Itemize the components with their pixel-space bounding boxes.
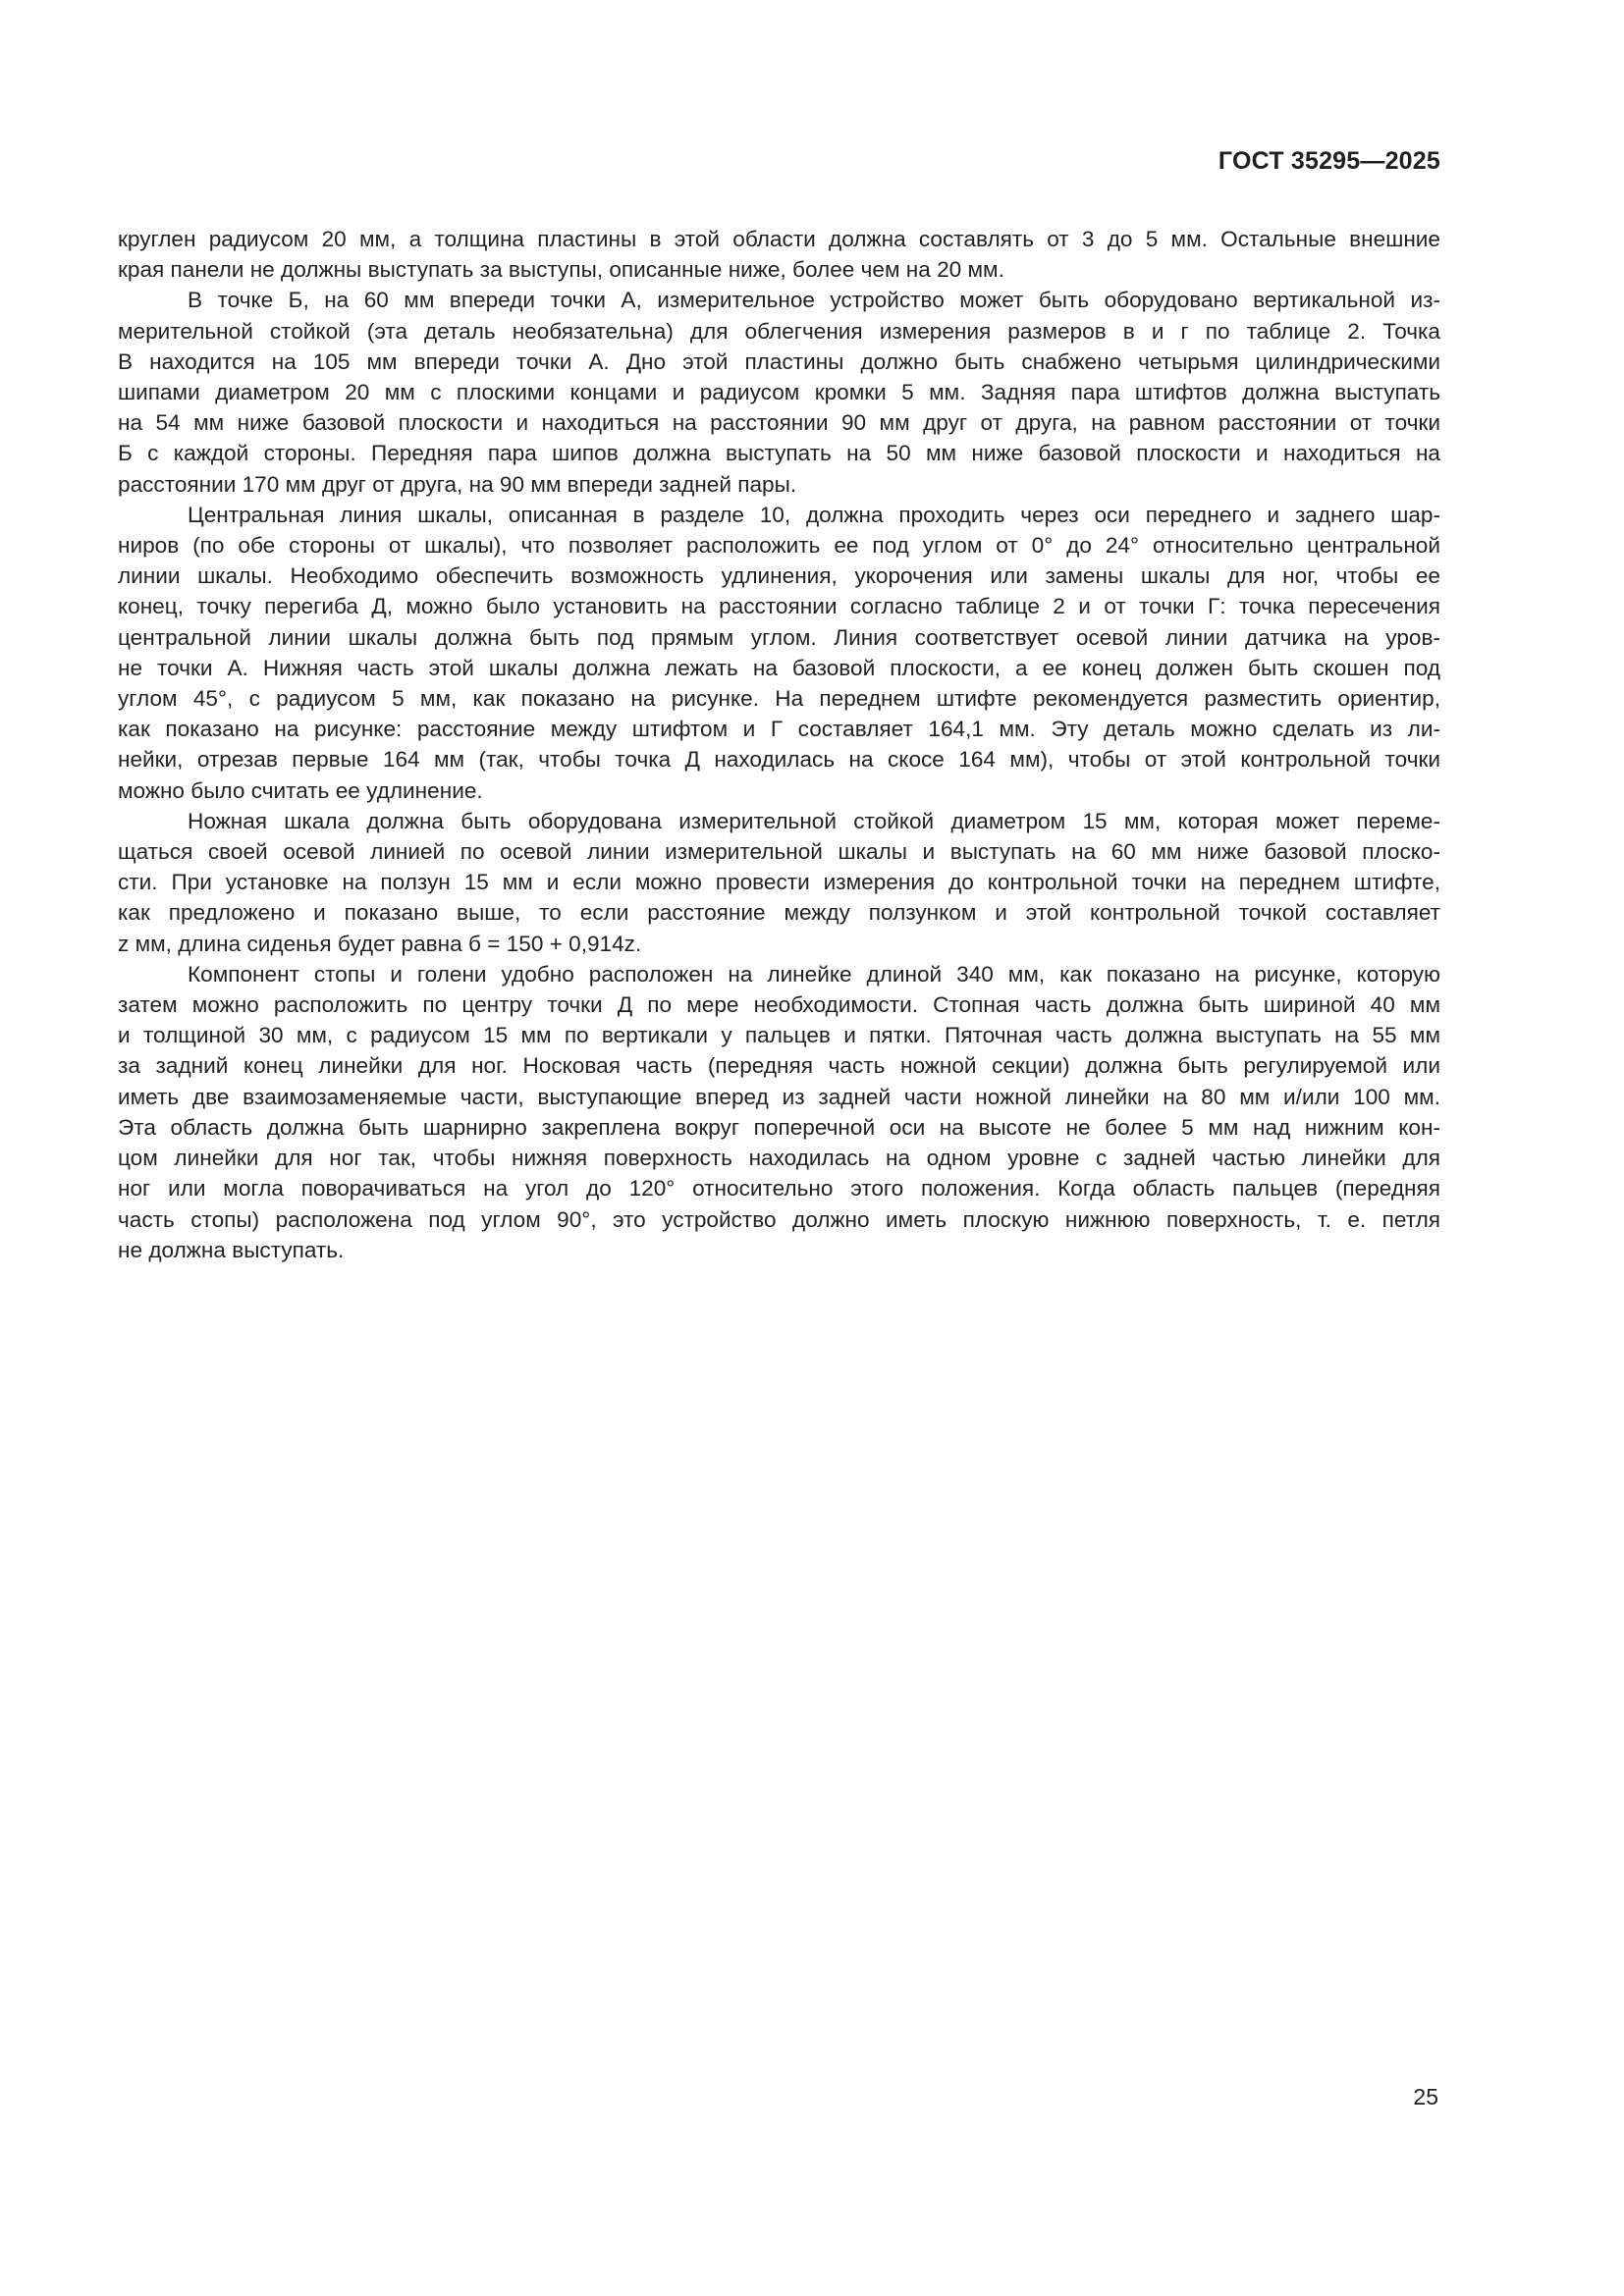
text-line: не должна выступать. — [118, 1237, 345, 1262]
text-line: В точке Б, на 60 мм впереди точки А, измерительное устройство может быть оборудовано вертикальной из- — [188, 288, 1440, 313]
text-line: Центральная линия шкалы, описанная в разделе 10, должна проходить через оси переднего и заднего шар- — [188, 502, 1440, 527]
page-number: 25 — [1413, 2084, 1438, 2109]
text-line: шипами диаметром 20 мм с плоскими концами и радиусом кромки 5 мм. Задняя пара штифтов должна выступать — [118, 380, 1440, 405]
text-line: сти. При установке на ползун 15 мм и если можно провести измерения до контрольной точки на переднем штифте, — [118, 870, 1440, 895]
text-line: круглен радиусом 20 мм, а толщина пластины в этой области должна составлять от 3 до 5 мм. Остальные внешние — [118, 227, 1440, 251]
document-header-standard-number: ГОСТ 35295—2025 — [1218, 147, 1440, 175]
text-line: на 54 мм ниже базовой плоскости и находиться на расстоянии 90 мм друг от друга, на равном расстоянии от точки — [118, 410, 1440, 436]
text-line: Б с каждой стороны. Передняя пара шипов должна выступать на 50 мм ниже базовой плоскости и находиться на — [118, 441, 1440, 466]
text-line: можно было считать ее удлинение. — [118, 777, 483, 803]
text-line: центральной линии шкалы должна быть под прямым углом. Линия соответствует осевой линии датчика на уров- — [118, 624, 1440, 650]
text-line: расстоянии 170 мм друг от друга, на 90 мм впереди задней пары. — [118, 471, 797, 497]
text-line: за задний конец линейки для ног. Носковая часть (передняя часть ножной секции) должна быть регулируемой или — [118, 1053, 1440, 1079]
text-line: конец, точку перегиба Д, можно было установить на расстоянии согласно таблице 2 и от точки Г: точка пересечения — [118, 594, 1440, 619]
text-line: Ножная шкала должна быть оборудована измерительной стойкой диаметром 15 мм, которая может переме- — [188, 808, 1440, 833]
text-line: иметь две взаимозаменяемые части, выступающие вперед из задней части ножной линейки на 80 мм и/или 100 мм. — [118, 1084, 1440, 1109]
text-line: ног или могла поворачиваться на угол до 120° относительно этого положения. Когда область пальцев (передняя — [118, 1176, 1440, 1201]
document-body — [118, 224, 1440, 1265]
text-line: часть стопы) расположена под углом 90°, это устройство должно иметь плоскую нижнюю поверхность, т. е. петля — [118, 1206, 1440, 1232]
text-line: как предложено и показано выше, то если расстояние между ползунком и этой контрольной точкой составляет — [118, 900, 1440, 926]
text-line: затем можно расположить по центру точки Д по мере необходимости. Стопная часть должна быть шириной 40 мм — [118, 992, 1440, 1018]
text-line: Эта область должна быть шарнирно закреплена вокруг поперечной оси на высоте не более 5 мм над нижним кон- — [118, 1114, 1440, 1140]
paragraph — [118, 959, 1440, 1265]
paragraph — [118, 224, 1440, 285]
text-line: цом линейки для ног так, чтобы нижняя поверхность находилась на одном уровне с задней частью линейки для — [118, 1146, 1440, 1171]
text-line: Компонент стопы и голени удобно расположен на линейке длиной 340 мм, как показано на рисунке, которую — [188, 961, 1440, 987]
text-line: углом 45°, с радиусом 5 мм, как показано на рисунке. На переднем штифте рекомендуется разместить ориентир, — [118, 686, 1440, 712]
text-line: z мм, длина сиденья будет равна б = 150 + 0,914z. — [118, 931, 642, 956]
text-line: нейки, отрезав первые 164 мм (так, чтобы точка Д находилась на скосе 164 мм), чтобы от этой контрольной точки — [118, 747, 1440, 773]
text-line: линии шкалы. Необходимо обеспечить возможность удлинения, укорочения или замены шкалы для ног, чтобы ее — [118, 563, 1440, 589]
text-line: мерительной стойкой (эта деталь необязательна) для облегчения измерения размеров в и г по таблице 2. Точка — [118, 318, 1440, 344]
text-line: края панели не должны выступать за выступы, описанные ниже, более чем на 20 мм. — [118, 257, 1004, 283]
text-line: как показано на рисунке: расстояние между штифтом и Г составляет 164,1 мм. Эту деталь можно сделать из ли- — [118, 717, 1440, 742]
paragraph — [118, 285, 1440, 499]
text-line: В находится на 105 мм впереди точки А. Дно этой пластины должно быть снабжено четырьмя цилиндрическими — [118, 348, 1440, 374]
text-line: щаться своей осевой линией по осевой линии измерительной шкалы и выступать на 60 мм ниже базовой плоско- — [118, 839, 1440, 865]
paragraph — [118, 806, 1440, 959]
text-line: ниров (по обе стороны от шкалы), что позволяет расположить ее под углом от 0° до 24° относительно центральной — [118, 533, 1440, 559]
text-line: не точки А. Нижняя часть этой шкалы должна лежать на базовой плоскости, а ее конец должен быть скошен под — [118, 655, 1440, 680]
text-line: и толщиной 30 мм, с радиусом 15 мм по вертикали у пальцев и пятки. Пяточная часть должна выступать на 55 мм — [118, 1023, 1440, 1048]
paragraph — [118, 500, 1440, 806]
